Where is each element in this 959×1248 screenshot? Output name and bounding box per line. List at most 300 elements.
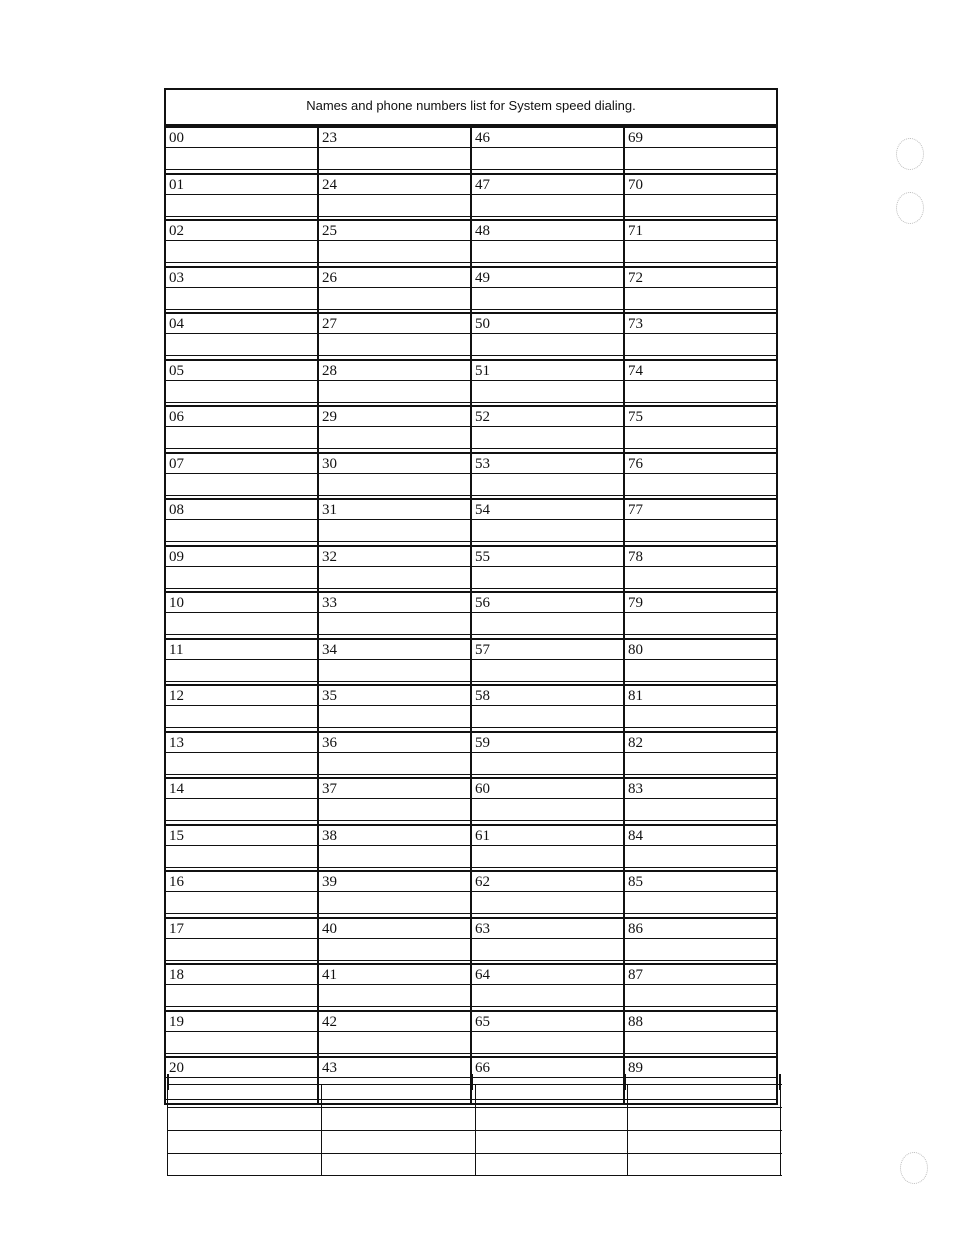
- entry-cell: [319, 777, 472, 824]
- entry-index: 87: [628, 967, 643, 983]
- entry-index: 35: [322, 688, 337, 704]
- entry-name-line: [319, 824, 470, 846]
- entry-number-line: [319, 381, 470, 403]
- entry-cell: [319, 870, 472, 917]
- entry-index: 42: [322, 1013, 337, 1030]
- entry-index: 03: [169, 269, 184, 286]
- entry-number-line: [319, 520, 470, 542]
- entry-cell: [625, 731, 776, 778]
- entry-cell: [625, 545, 776, 592]
- entry-number-line: [472, 195, 623, 217]
- entry-name-line: [625, 684, 776, 706]
- entry-cell: [625, 684, 776, 731]
- entry-index: 77: [628, 502, 643, 518]
- entry-cell: [319, 126, 472, 173]
- entry-number-line: [625, 1032, 776, 1054]
- entry-name-line: [319, 498, 470, 520]
- entry-number-line: [472, 567, 623, 589]
- entry-name-line: [472, 452, 623, 474]
- entry-index: 04: [169, 316, 184, 332]
- entry-number-line: [472, 474, 623, 496]
- entry-number-line: [319, 148, 470, 170]
- entry-index: 12: [169, 688, 184, 704]
- entry-cell: [166, 824, 319, 871]
- entry-number-line: [625, 660, 776, 682]
- blank-cell: [476, 1130, 628, 1153]
- entry-cell: [472, 498, 625, 545]
- entry-name-line: [166, 219, 317, 241]
- entry-number-line: [166, 288, 317, 310]
- entry-cell: [625, 777, 776, 824]
- entry-cell: [166, 1010, 319, 1057]
- entry-number-line: [166, 474, 317, 496]
- entry-number-line: [472, 985, 623, 1007]
- entry-cell: [472, 963, 625, 1010]
- entry-index: 14: [169, 781, 184, 797]
- entry-number-line: [625, 799, 776, 821]
- entry-name-line: [625, 638, 776, 660]
- entry-cell: [625, 824, 776, 871]
- entry-cell: [472, 1010, 625, 1057]
- entry-number-line: [166, 381, 317, 403]
- entry-number-line: [472, 427, 623, 449]
- entry-index: 27: [322, 316, 337, 332]
- entry-name-line: [166, 824, 317, 846]
- entry-index: 78: [628, 548, 643, 565]
- entry-name-line: [472, 312, 623, 334]
- crop-mark: [317, 1074, 319, 1090]
- entry-index: 55: [475, 548, 490, 565]
- entry-index: 31: [322, 502, 337, 518]
- entry-cell: [166, 917, 319, 964]
- entry-cell: [166, 219, 319, 266]
- entry-index: 25: [322, 223, 337, 239]
- entry-cell: [625, 917, 776, 964]
- entry-name-line: [166, 545, 317, 567]
- entry-number-line: [166, 660, 317, 682]
- entry-index: 10: [169, 595, 184, 611]
- entry-name-line: [472, 731, 623, 753]
- blank-cell: [628, 1130, 782, 1153]
- entry-number-line: [472, 660, 623, 682]
- entry-number-line: [625, 939, 776, 961]
- entry-cell: [319, 638, 472, 685]
- entry-number-line: [319, 195, 470, 217]
- crop-mark: [471, 1074, 473, 1090]
- entry-cell: [472, 824, 625, 871]
- entry-number-line: [166, 892, 317, 914]
- entry-number-line: [166, 148, 317, 170]
- entry-index: 38: [322, 827, 337, 844]
- blank-cell: [168, 1153, 322, 1176]
- entry-cell: [472, 219, 625, 266]
- entry-name-line: [472, 405, 623, 427]
- entry-name-line: [472, 126, 623, 148]
- punch-hole-mark: [900, 1152, 928, 1184]
- entry-index: 33: [322, 595, 337, 611]
- entry-number-line: [319, 288, 470, 310]
- entry-number-line: [472, 939, 623, 961]
- entry-cell: [625, 359, 776, 406]
- entry-index: 88: [628, 1013, 643, 1030]
- entry-cell: [625, 591, 776, 638]
- entry-number-line: [319, 846, 470, 868]
- entry-index: 07: [169, 455, 184, 472]
- entry-cell: [625, 1010, 776, 1057]
- entry-cell: [472, 405, 625, 452]
- entry-name-line: [472, 359, 623, 381]
- entry-number-line: [625, 241, 776, 263]
- entry-cell: [625, 498, 776, 545]
- entry-cell: [472, 638, 625, 685]
- entry-number-line: [166, 567, 317, 589]
- entry-name-line: [166, 684, 317, 706]
- entry-name-line: [319, 917, 470, 939]
- entry-cell: [319, 545, 472, 592]
- entry-index: 71: [628, 223, 643, 239]
- entry-index: 05: [169, 362, 184, 379]
- entry-cell: [166, 963, 319, 1010]
- entry-index: 72: [628, 269, 643, 286]
- entry-number-line: [319, 1032, 470, 1054]
- entry-index: 17: [169, 920, 184, 937]
- entry-index: 16: [169, 874, 184, 890]
- entry-cell: [319, 824, 472, 871]
- entry-number-line: [166, 1032, 317, 1054]
- entry-cell: [166, 545, 319, 592]
- entry-name-line: [472, 173, 623, 195]
- crop-mark: [624, 1074, 626, 1090]
- entry-cell: [625, 870, 776, 917]
- entry-cell: [166, 498, 319, 545]
- entry-index: 56: [475, 595, 490, 611]
- entry-name-line: [319, 312, 470, 334]
- blank-cell: [168, 1084, 322, 1107]
- entry-number-line: [319, 799, 470, 821]
- punch-hole-mark: [896, 192, 924, 224]
- blank-cell: [322, 1084, 476, 1107]
- entry-number-line: [625, 985, 776, 1007]
- entry-number-line: [472, 706, 623, 728]
- entry-cell: [166, 870, 319, 917]
- entry-name-line: [319, 963, 470, 985]
- entry-name-line: [472, 266, 623, 288]
- entry-number-line: [625, 148, 776, 170]
- entry-index: 65: [475, 1013, 490, 1030]
- entry-index: 43: [322, 1060, 337, 1076]
- entry-cell: [319, 1010, 472, 1057]
- entry-cell: [472, 731, 625, 778]
- entry-number-line: [625, 195, 776, 217]
- entry-name-line: [472, 219, 623, 241]
- entry-name-line: [625, 963, 776, 985]
- entry-name-line: [625, 126, 776, 148]
- entry-index: 46: [475, 130, 490, 146]
- entry-index: 01: [169, 176, 184, 193]
- entry-name-line: [472, 824, 623, 846]
- entry-name-line: [625, 731, 776, 753]
- entry-number-line: [319, 334, 470, 356]
- entry-number-line: [319, 613, 470, 635]
- entry-cell: [472, 173, 625, 220]
- entry-index: 74: [628, 362, 643, 379]
- entry-index: 41: [322, 967, 337, 983]
- entry-name-line: [166, 452, 317, 474]
- entry-number-line: [166, 799, 317, 821]
- entry-index: 80: [628, 641, 643, 658]
- entry-name-line: [625, 173, 776, 195]
- entry-cell: [166, 452, 319, 499]
- entry-name-line: [472, 638, 623, 660]
- entry-name-line: [472, 498, 623, 520]
- entry-number-line: [166, 753, 317, 775]
- entry-number-line: [472, 799, 623, 821]
- entry-cell: [319, 312, 472, 359]
- blank-cell: [628, 1107, 782, 1130]
- entry-cell: [472, 917, 625, 964]
- entry-number-line: [472, 846, 623, 868]
- entry-number-line: [319, 567, 470, 589]
- entry-index: 02: [169, 223, 184, 239]
- entry-name-line: [166, 870, 317, 892]
- entry-number-line: [166, 985, 317, 1007]
- entry-number-line: [319, 939, 470, 961]
- entry-number-line: [472, 613, 623, 635]
- entry-index: 62: [475, 874, 490, 890]
- entry-cell: [625, 405, 776, 452]
- blank-cell: [476, 1107, 628, 1130]
- entry-name-line: [625, 219, 776, 241]
- entry-name-line: [472, 917, 623, 939]
- entry-index: 28: [322, 362, 337, 379]
- entry-name-line: [625, 824, 776, 846]
- entry-number-line: [166, 427, 317, 449]
- crop-mark: [779, 1074, 781, 1090]
- entry-index: 54: [475, 502, 490, 518]
- entry-name-line: [166, 638, 317, 660]
- entry-name-line: [319, 870, 470, 892]
- speed-dial-grid: [166, 126, 776, 1103]
- entry-index: 23: [322, 130, 337, 146]
- entry-name-line: [319, 405, 470, 427]
- entry-number-line: [625, 427, 776, 449]
- crop-mark: [167, 1074, 169, 1090]
- entry-index: 37: [322, 781, 337, 797]
- entry-index: 08: [169, 502, 184, 518]
- entry-cell: [472, 870, 625, 917]
- blank-cell: [476, 1153, 628, 1176]
- entry-name-line: [166, 359, 317, 381]
- punch-hole-mark: [896, 138, 924, 170]
- entry-name-line: [166, 591, 317, 613]
- entry-number-line: [472, 892, 623, 914]
- entry-index: 64: [475, 967, 490, 983]
- entry-number-line: [472, 520, 623, 542]
- entry-index: 69: [628, 130, 643, 146]
- entry-cell: [625, 219, 776, 266]
- entry-cell: [472, 452, 625, 499]
- entry-cell: [166, 312, 319, 359]
- entry-cell: [625, 312, 776, 359]
- entry-number-line: [319, 474, 470, 496]
- entry-name-line: [319, 359, 470, 381]
- entry-index: 13: [169, 734, 184, 751]
- entry-index: 85: [628, 874, 643, 890]
- entry-name-line: [166, 173, 317, 195]
- entry-name-line: [472, 545, 623, 567]
- entry-cell: [319, 405, 472, 452]
- entry-number-line: [166, 334, 317, 356]
- entry-number-line: [625, 520, 776, 542]
- entry-cell: [472, 545, 625, 592]
- entry-index: 26: [322, 269, 337, 286]
- blank-cell: [168, 1107, 322, 1130]
- entry-cell: [319, 498, 472, 545]
- entry-index: 50: [475, 316, 490, 332]
- entry-index: 89: [628, 1060, 643, 1076]
- entry-index: 60: [475, 781, 490, 797]
- blank-cell: [476, 1084, 628, 1107]
- entry-index: 49: [475, 269, 490, 286]
- entry-number-line: [319, 753, 470, 775]
- entry-name-line: [166, 963, 317, 985]
- entry-number-line: [319, 892, 470, 914]
- entry-name-line: [625, 545, 776, 567]
- entry-cell: [472, 591, 625, 638]
- entry-index: 30: [322, 455, 337, 472]
- speed-dial-form: [164, 88, 778, 1105]
- entry-number-line: [472, 241, 623, 263]
- entry-cell: [625, 173, 776, 220]
- entry-number-line: [625, 846, 776, 868]
- entry-name-line: [319, 684, 470, 706]
- entry-cell: [319, 963, 472, 1010]
- entry-index: 82: [628, 734, 643, 751]
- entry-name-line: [319, 126, 470, 148]
- entry-name-line: [166, 312, 317, 334]
- entry-name-line: [625, 498, 776, 520]
- entry-index: 51: [475, 362, 490, 379]
- entry-index: 06: [169, 409, 184, 425]
- entry-name-line: [166, 266, 317, 288]
- entry-number-line: [319, 985, 470, 1007]
- entry-name-line: [472, 684, 623, 706]
- entry-cell: [472, 312, 625, 359]
- entry-number-line: [166, 846, 317, 868]
- entry-number-line: [166, 706, 317, 728]
- entry-cell: [319, 591, 472, 638]
- entry-index: 20: [169, 1060, 184, 1076]
- entry-name-line: [319, 591, 470, 613]
- entry-cell: [625, 266, 776, 313]
- entry-number-line: [625, 474, 776, 496]
- entry-index: 58: [475, 688, 490, 704]
- entry-index: 63: [475, 920, 490, 937]
- entry-name-line: [166, 1056, 317, 1078]
- entry-number-line: [625, 334, 776, 356]
- entry-number-line: [472, 753, 623, 775]
- entry-cell: [166, 359, 319, 406]
- entry-name-line: [625, 917, 776, 939]
- entry-name-line: [625, 1056, 776, 1078]
- entry-number-line: [472, 334, 623, 356]
- entry-number-line: [166, 939, 317, 961]
- entry-index: 48: [475, 223, 490, 239]
- entry-name-line: [472, 870, 623, 892]
- entry-index: 73: [628, 316, 643, 332]
- entry-cell: [319, 219, 472, 266]
- entry-index: 83: [628, 781, 643, 797]
- entry-name-line: [625, 1010, 776, 1032]
- entry-number-line: [319, 706, 470, 728]
- entry-cell: [166, 777, 319, 824]
- entry-cell: [166, 126, 319, 173]
- entry-index: 18: [169, 967, 184, 983]
- form-title: Names and phone numbers list for System speed dialing.: [166, 90, 776, 126]
- entry-number-line: [472, 1032, 623, 1054]
- entry-name-line: [472, 591, 623, 613]
- entry-number-line: [472, 148, 623, 170]
- blank-cell: [628, 1084, 782, 1107]
- entry-name-line: [625, 312, 776, 334]
- entry-name-line: [166, 498, 317, 520]
- entry-index: 36: [322, 734, 337, 751]
- entry-name-line: [166, 126, 317, 148]
- entry-index: 09: [169, 548, 184, 565]
- entry-index: 61: [475, 827, 490, 844]
- entry-index: 52: [475, 409, 490, 425]
- entry-number-line: [166, 241, 317, 263]
- entry-index: 66: [475, 1060, 490, 1076]
- entry-number-line: [319, 660, 470, 682]
- entry-cell: [166, 405, 319, 452]
- entry-name-line: [472, 777, 623, 799]
- entry-cell: [319, 917, 472, 964]
- entry-cell: [472, 684, 625, 731]
- entry-cell: [319, 452, 472, 499]
- entry-name-line: [166, 1010, 317, 1032]
- entry-name-line: [319, 777, 470, 799]
- blank-cell: [322, 1107, 476, 1130]
- entry-number-line: [319, 241, 470, 263]
- entry-name-line: [166, 731, 317, 753]
- entry-cell: [472, 777, 625, 824]
- entry-number-line: [166, 613, 317, 635]
- entry-number-line: [625, 753, 776, 775]
- entry-name-line: [166, 777, 317, 799]
- entry-name-line: [166, 917, 317, 939]
- entry-number-line: [472, 381, 623, 403]
- entry-index: 81: [628, 688, 643, 704]
- entry-name-line: [319, 219, 470, 241]
- entry-number-line: [625, 381, 776, 403]
- entry-cell: [166, 731, 319, 778]
- entry-index: 86: [628, 920, 643, 937]
- entry-number-line: [166, 520, 317, 542]
- entry-name-line: [319, 173, 470, 195]
- blank-cell: [628, 1153, 782, 1176]
- entry-cell: [166, 638, 319, 685]
- entry-cell: [319, 173, 472, 220]
- entry-cell: [319, 731, 472, 778]
- entry-name-line: [472, 1056, 623, 1078]
- entry-cell: [319, 266, 472, 313]
- entry-cell: [472, 126, 625, 173]
- entry-index: 00: [169, 130, 184, 146]
- entry-number-line: [625, 892, 776, 914]
- entry-name-line: [625, 359, 776, 381]
- entry-index: 11: [169, 641, 184, 658]
